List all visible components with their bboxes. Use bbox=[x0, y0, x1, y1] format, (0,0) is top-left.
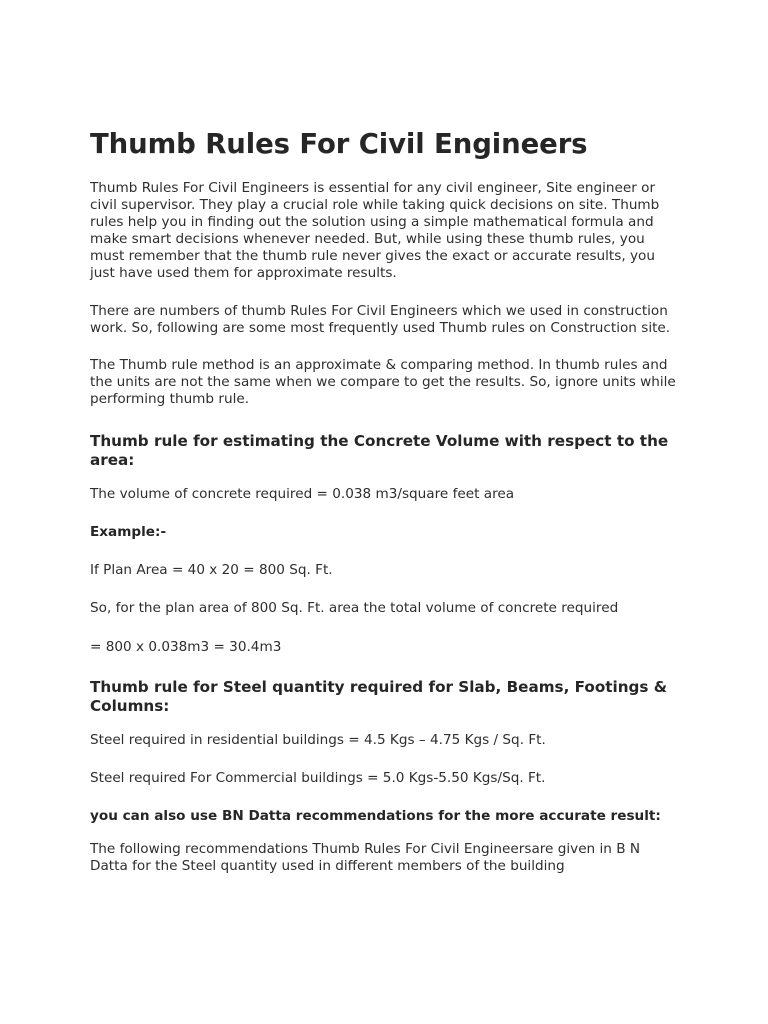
steel-commercial-text: Steel required For Commercial buildings = 5.0 Kgs-5.50 Kgs/Sq. Ft. bbox=[90, 770, 546, 786]
paragraph-frequently-used: There are numbers of thumb Rules For Civil Engineers which we used in construction work. So, following are some most frequently used Thumb rules on Construction site. bbox=[90, 303, 671, 336]
paragraph-method: The Thumb rule method is an approximate & comparing method. In thumb rules and the units are not the same when we compare to get the results. So, ignore units while performing thumb rule. bbox=[90, 357, 676, 407]
bn-datta-note: you can also use BN Datta recommendations for the more accurate result: bbox=[90, 808, 661, 824]
concrete-formula: The volume of concrete required = 0.038 m3/square feet area bbox=[90, 486, 515, 502]
bn-datta-following-paragraph: The following recommendations Thumb Rules For Civil Engineersare given in B N Datta for the Steel quantity used in different members of the building bbox=[90, 841, 641, 874]
steel-residential-text: Steel required in residential buildings = 4.5 Kgs – 4.75 Kgs / Sq. Ft. bbox=[90, 732, 546, 748]
section-heading-steel-quantity: Thumb rule for Steel quantity required for Slab, Beams, Footings & Columns: bbox=[90, 678, 667, 715]
plan-area-explanation: So, for the plan area of 800 Sq. Ft. area the total volume of concrete required bbox=[90, 600, 619, 616]
intro-paragraph: Thumb Rules For Civil Engineers is essential for any civil engineer, Site engineer or civil supervisor. They play a crucial role while taking quick decisions on site. Thumb rules help you in finding out the solution using a simple mathematical formula and make smart decisions whenever needed. But, while using these thumb rules, you must remember that the thumb rule never gives the exact or accurate results, you just have used them for approximate results. bbox=[90, 180, 660, 281]
plan-area-text: If Plan Area = 40 x 20 = 800 Sq. Ft. bbox=[90, 562, 333, 578]
example-label: Example:- bbox=[90, 524, 167, 540]
section-heading-concrete-volume: Thumb rule for estimating the Concrete Volume with respect to the area: bbox=[90, 432, 669, 469]
page-title: Thumb Rules For Civil Engineers bbox=[90, 128, 588, 160]
concrete-result: = 800 x 0.038m3 = 30.4m3 bbox=[90, 639, 282, 655]
